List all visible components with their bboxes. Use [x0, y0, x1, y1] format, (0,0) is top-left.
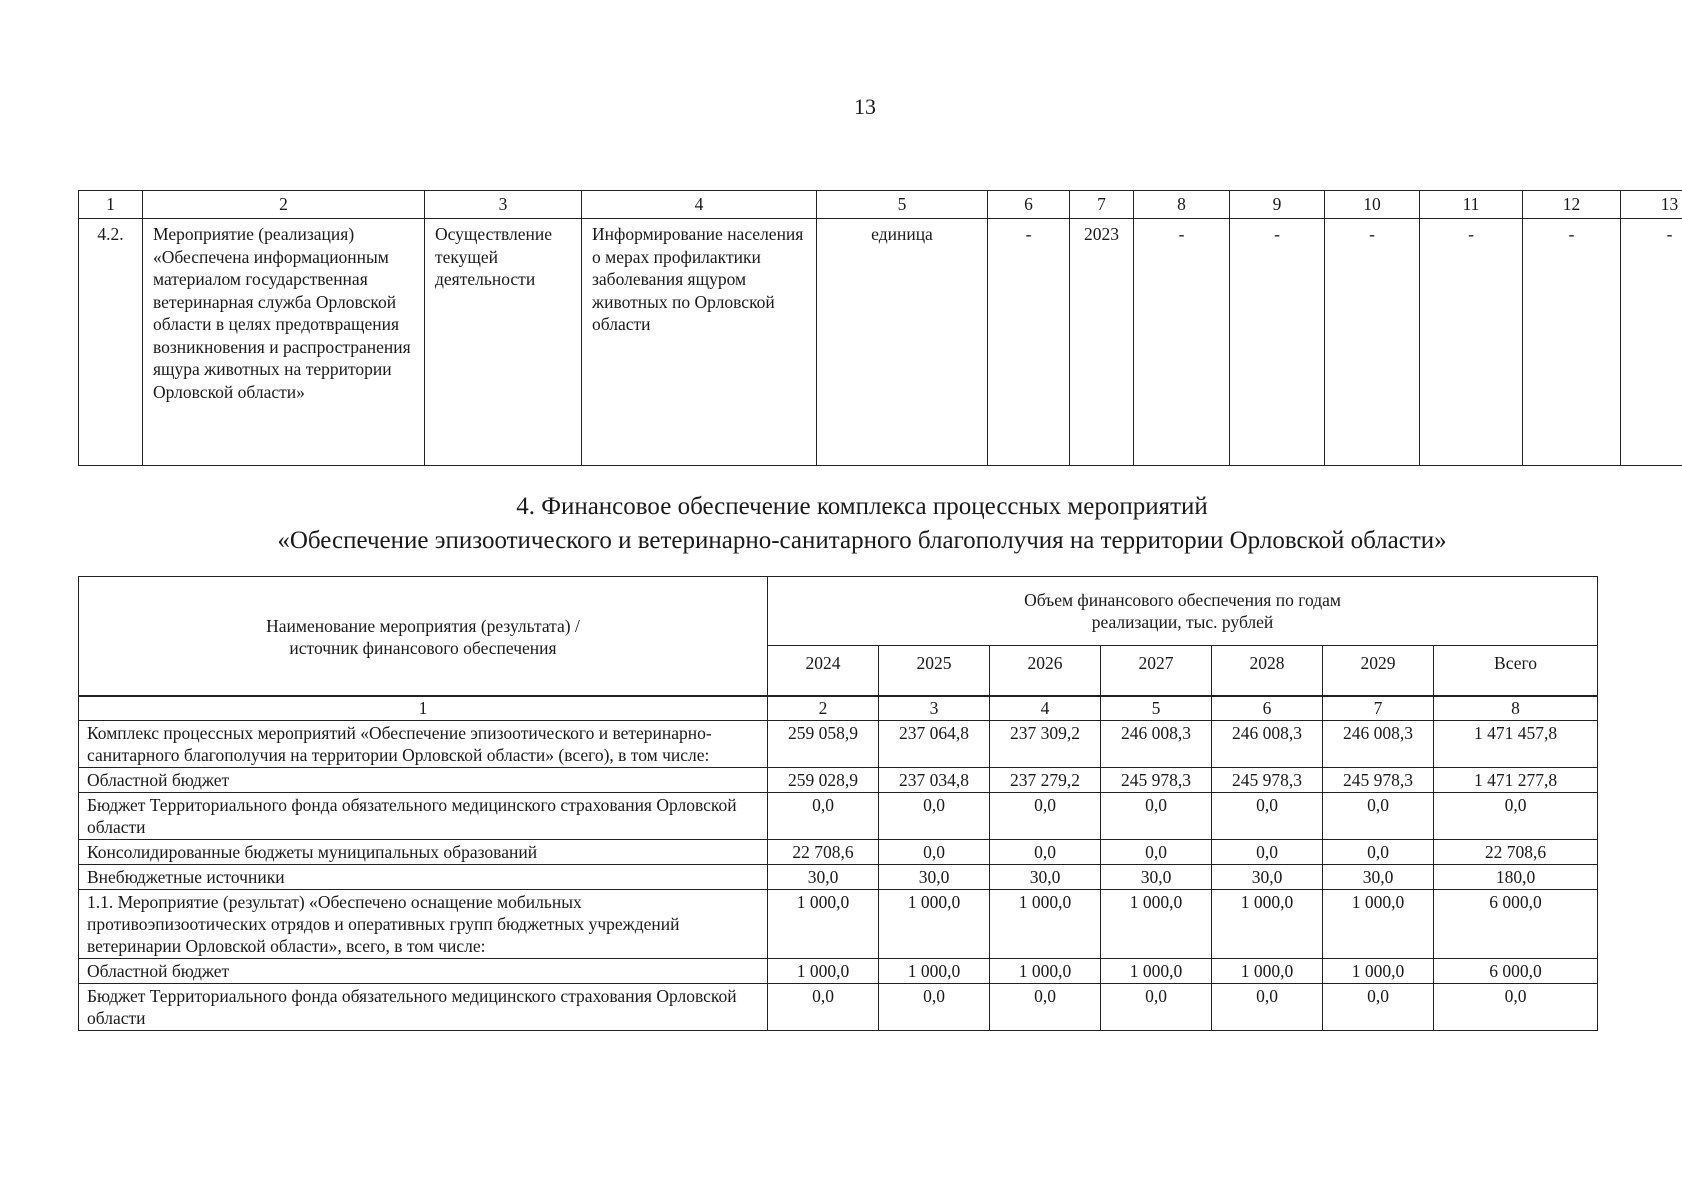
value-cell: 237 279,2 [990, 768, 1101, 793]
volume-header: Объем финансового обеспечения по годам реализации, тыс. рублей [768, 577, 1598, 646]
finance-table-header [78, 576, 1598, 697]
value-cell: 245 978,3 [1323, 768, 1434, 793]
total-cell: 6 000,0 [1434, 959, 1598, 984]
value-cell: 1 000,0 [990, 959, 1101, 984]
value-cell: 0,0 [1212, 840, 1323, 865]
value-cell: 237 064,8 [879, 721, 990, 768]
value-cell: 1 000,0 [879, 890, 990, 959]
table-cell: 2023 [1070, 219, 1134, 466]
total-cell: 180,0 [1434, 865, 1598, 890]
measure-name: Мероприятие (реализация) «Обеспечена информационным материалом государственная ветеринарная служба Орловской области в целях предотвращения возникновения и распространения ящура животных на территории Орловской области» [143, 219, 425, 466]
table-row [79, 959, 1598, 984]
table-row [79, 721, 1598, 768]
value-cell: 30,0 [990, 865, 1101, 890]
value-cell: 0,0 [768, 793, 879, 840]
section-title-line-2: «Обеспечение эпизоотического и ветеринарно-санитарного благополучия на территории Орловской области» [277, 527, 1447, 554]
row-label: Консолидированные бюджеты муниципальных образований [79, 840, 768, 865]
header-cell: 1 [79, 191, 143, 219]
value-cell: 259 058,9 [768, 721, 879, 768]
column-number: 3 [879, 696, 990, 721]
total-cell: 6 000,0 [1434, 890, 1598, 959]
table-row [79, 865, 1598, 890]
value-cell: 0,0 [879, 840, 990, 865]
table-cell: - [1230, 219, 1325, 466]
value-cell: 1 000,0 [768, 959, 879, 984]
value-cell: 0,0 [1212, 984, 1323, 1031]
header-cell: 8 [1134, 191, 1230, 219]
header-cell: 2 [143, 191, 425, 219]
value-cell: 0,0 [990, 840, 1101, 865]
measures-table-header [79, 191, 1682, 219]
value-cell: 1 000,0 [1101, 890, 1212, 959]
table-cell: - [1621, 219, 1682, 466]
measure-description: Информирование населения о мерах профилактики заболевания ящуром животных по Орловской области [582, 219, 817, 466]
section-title [78, 490, 1646, 558]
value-cell: 0,0 [879, 793, 990, 840]
year-header: 2028 [1212, 646, 1323, 697]
table-cell: - [1420, 219, 1523, 466]
table-cell: - [1523, 219, 1621, 466]
page-number: 13 [854, 94, 876, 119]
measure-unit: единица [817, 219, 988, 466]
table-cell: - [1325, 219, 1420, 466]
value-cell: 0,0 [1101, 840, 1212, 865]
column-number: 6 [1212, 696, 1323, 721]
total-cell: 1 471 277,8 [1434, 768, 1598, 793]
value-cell: 1 000,0 [879, 959, 990, 984]
value-cell: 1 000,0 [1101, 959, 1212, 984]
header-cell: 3 [425, 191, 582, 219]
value-cell: 1 000,0 [1323, 959, 1434, 984]
value-cell: 30,0 [1323, 865, 1434, 890]
value-cell: 1 000,0 [1323, 890, 1434, 959]
year-header: 2026 [990, 646, 1101, 697]
value-cell: 30,0 [1212, 865, 1323, 890]
header-cell: 7 [1070, 191, 1134, 219]
column-number: 5 [1101, 696, 1212, 721]
header-cell: 10 [1325, 191, 1420, 219]
row-label: Бюджет Территориального фонда обязательного медицинского страхования Орловской области [79, 793, 768, 840]
value-cell: 0,0 [1323, 840, 1434, 865]
column-number-row [79, 696, 1598, 721]
value-cell: 22 708,6 [768, 840, 879, 865]
value-cell: 30,0 [879, 865, 990, 890]
name-header: Наименование мероприятия (результата) / источник финансового обеспечения [79, 577, 768, 697]
header-cell: 11 [1420, 191, 1523, 219]
year-header: 2029 [1323, 646, 1434, 697]
year-header: 2027 [1101, 646, 1212, 697]
section-title-line-1: 4. Финансовое обеспечение комплекса процессных мероприятий [516, 493, 1208, 520]
row-label: Областной бюджет [79, 959, 768, 984]
column-number: 4 [990, 696, 1101, 721]
table-row [79, 793, 1598, 840]
column-number: 2 [768, 696, 879, 721]
row-label: Бюджет Территориального фонда обязательного медицинского страхования Орловской области [79, 984, 768, 1031]
value-cell: 246 008,3 [1212, 721, 1323, 768]
total-cell: 22 708,6 [1434, 840, 1598, 865]
value-cell: 0,0 [1323, 984, 1434, 1031]
row-number: 4.2. [79, 219, 143, 466]
value-cell: 245 978,3 [1101, 768, 1212, 793]
finance-table [78, 695, 1598, 1031]
value-cell: 1 000,0 [768, 890, 879, 959]
value-cell: 1 000,0 [1212, 959, 1323, 984]
header-cell: 13 [1621, 191, 1682, 219]
header-cell: 6 [988, 191, 1070, 219]
header-cell: 12 [1523, 191, 1621, 219]
table-row [79, 984, 1598, 1031]
value-cell: 30,0 [768, 865, 879, 890]
value-cell: 0,0 [879, 984, 990, 1031]
column-number: 8 [1434, 696, 1598, 721]
value-cell: 0,0 [1101, 984, 1212, 1031]
header-cell: 9 [1230, 191, 1325, 219]
value-cell: 0,0 [768, 984, 879, 1031]
value-cell: 237 309,2 [990, 721, 1101, 768]
table-cell: - [1134, 219, 1230, 466]
row-label: 1.1. Мероприятие (результат) «Обеспечено оснащение мобильных противоэпизоотических отрядов и оперативных групп бюджетных учреждений ветеринарии Орловской области», всего, в том числе: [79, 890, 768, 959]
value-cell: 0,0 [1212, 793, 1323, 840]
value-cell: 0,0 [1101, 793, 1212, 840]
year-header: 2025 [879, 646, 990, 697]
table-row [79, 890, 1598, 959]
total-cell: 0,0 [1434, 984, 1598, 1031]
measures-table [78, 190, 1682, 466]
total-cell: 0,0 [1434, 793, 1598, 840]
value-cell: 259 028,9 [768, 768, 879, 793]
year-header: 2024 [768, 646, 879, 697]
header-cell: 4 [582, 191, 817, 219]
total-cell: 1 471 457,8 [1434, 721, 1598, 768]
column-number: 7 [1323, 696, 1434, 721]
value-cell: 246 008,3 [1323, 721, 1434, 768]
value-cell: 246 008,3 [1101, 721, 1212, 768]
row-label: Областной бюджет [79, 768, 768, 793]
measure-type: Осуществление текущей деятельности [425, 219, 582, 466]
table-row [79, 219, 1682, 466]
value-cell: 0,0 [990, 793, 1101, 840]
table-cell: - [988, 219, 1070, 466]
value-cell: 1 000,0 [1212, 890, 1323, 959]
row-label: Комплекс процессных мероприятий «Обеспечение эпизоотического и ветеринарно-санитарного благополучия на территории Орловской области» (всего), в том числе: [79, 721, 768, 768]
value-cell: 237 034,8 [879, 768, 990, 793]
column-number: 1 [79, 696, 768, 721]
value-cell: 30,0 [1101, 865, 1212, 890]
value-cell: 1 000,0 [990, 890, 1101, 959]
total-header: Всего [1434, 646, 1598, 697]
table-row [79, 840, 1598, 865]
value-cell: 0,0 [1323, 793, 1434, 840]
table-row [79, 768, 1598, 793]
header-cell: 5 [817, 191, 988, 219]
value-cell: 245 978,3 [1212, 768, 1323, 793]
row-label: Внебюджетные источники [79, 865, 768, 890]
value-cell: 0,0 [990, 984, 1101, 1031]
